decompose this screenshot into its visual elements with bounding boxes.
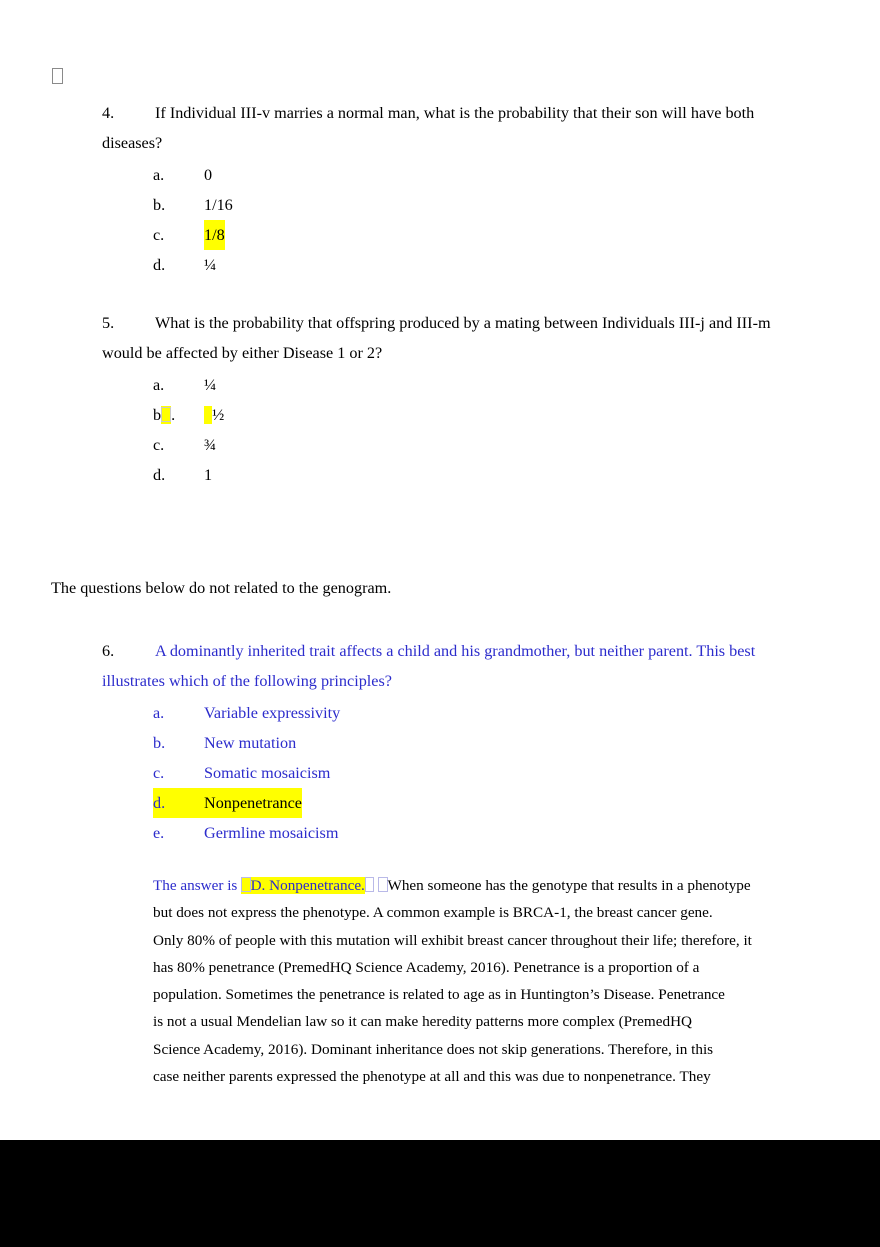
choice-5b-letter-text: b bbox=[153, 406, 162, 424]
question-6-stem-line2: illustrates which of the following principles? bbox=[102, 672, 392, 690]
choice-6e-value: Germline mosaicism bbox=[204, 824, 339, 842]
question-4-choices bbox=[102, 160, 814, 280]
choice-4a-value: 0 bbox=[204, 166, 213, 184]
question-5-choices bbox=[102, 370, 814, 490]
choice-5b-letter bbox=[153, 400, 204, 430]
choice-6a-value: Variable expressivity bbox=[204, 704, 341, 722]
question-6-block bbox=[102, 636, 814, 848]
answer-line-7: Science Academy, 2016). Dominant inheritance does not skip generations. Therefore, in this bbox=[153, 1040, 714, 1058]
question-6-stem bbox=[102, 636, 814, 696]
answer-line1-rest: When someone has the genotype that results in a phenotype bbox=[387, 877, 751, 894]
question-4-stem-line2: diseases? bbox=[102, 134, 163, 152]
answer-line-4: has 80% penetrance (PremedHQ Science Academy, 2016). Penetrance is a proportion of a bbox=[153, 958, 700, 976]
choice-4b-value: 1/16 bbox=[204, 196, 233, 214]
choice-5a-letter: a. bbox=[153, 376, 165, 394]
choice-5c-value: ¾ bbox=[204, 436, 217, 454]
box-glyph bbox=[161, 407, 171, 422]
question-5-stem bbox=[102, 308, 814, 368]
choice-5c-letter: c. bbox=[153, 436, 165, 454]
choice-4c-value: 1/8 bbox=[204, 220, 225, 250]
choice-6b-value: New mutation bbox=[204, 734, 297, 752]
question-5-block bbox=[102, 308, 814, 490]
choice-4d-letter: d. bbox=[153, 256, 166, 274]
answer-line-3: Only 80% of people with this mutation will exhibit breast cancer throughout their life; therefore, it bbox=[153, 931, 752, 949]
choice-4c[interactable] bbox=[102, 220, 814, 250]
choice-5d-letter: d. bbox=[153, 466, 166, 484]
answer-label-highlight bbox=[241, 877, 365, 894]
choice-6d-value: Nonpenetrance bbox=[204, 788, 302, 818]
answer-line-5: population. Sometimes the penetrance is related to age as in Huntington’s Disease. Penetrance bbox=[153, 986, 725, 1004]
choice-6a-letter: a. bbox=[153, 704, 165, 722]
choice-6e-letter: e. bbox=[153, 824, 165, 842]
choice-4d-value: ¼ bbox=[204, 256, 217, 274]
question-6-stem-line1: A dominantly inherited trait affects a child and his grandmother, but neither parent. This best bbox=[155, 642, 756, 660]
choice-6a[interactable] bbox=[102, 698, 814, 728]
question-6-choices bbox=[102, 698, 814, 848]
choice-4d[interactable] bbox=[102, 250, 814, 280]
question-4-block bbox=[102, 98, 814, 280]
choice-6e[interactable] bbox=[102, 818, 814, 848]
choice-6c-value: Somatic mosaicism bbox=[204, 764, 331, 782]
choice-6b-letter: b. bbox=[153, 734, 166, 752]
choice-4b[interactable] bbox=[102, 190, 814, 220]
choice-5d[interactable] bbox=[102, 460, 814, 490]
choice-6c[interactable] bbox=[102, 758, 814, 788]
answer-line-6: is not a usual Mendelian law so it can make heredity patterns more complex (PremedHQ bbox=[153, 1013, 693, 1031]
answer-label: D. Nonpenetrance. bbox=[250, 877, 365, 894]
choice-5b[interactable] bbox=[102, 400, 814, 430]
intro-note: The questions below do not related to the genogram. bbox=[51, 579, 392, 597]
question-4-number: 4. bbox=[102, 104, 115, 122]
question-4-stem bbox=[102, 98, 814, 158]
choice-4c-letter: c. bbox=[153, 226, 165, 244]
answer-line-1 bbox=[153, 872, 815, 899]
box-glyph bbox=[52, 68, 63, 84]
choice-5b-highlight-lead bbox=[204, 406, 212, 424]
bottom-black-band bbox=[0, 1140, 880, 1247]
question-5-stem-line1: What is the probability that offspring produced by a mating between Individuals III-j and III-m bbox=[155, 314, 771, 332]
choice-4a[interactable] bbox=[102, 160, 814, 190]
choice-6d[interactable] bbox=[102, 788, 814, 818]
answer-line-8: case neither parents expressed the phenotype at all and this was due to nonpenetrance. They bbox=[153, 1068, 711, 1086]
question-4-stem-line1: If Individual III-v marries a normal man, what is the probability that their son will have both bbox=[155, 104, 755, 122]
choice-5c[interactable] bbox=[102, 430, 814, 460]
question-5-number: 5. bbox=[102, 314, 115, 332]
choice-6c-letter: c. bbox=[153, 764, 165, 782]
missing-glyph-icon bbox=[52, 68, 63, 85]
choice-5a[interactable] bbox=[102, 370, 814, 400]
choice-5b-letter-suffix: . bbox=[171, 406, 176, 424]
choice-4a-letter: a. bbox=[153, 166, 165, 184]
choice-6b[interactable] bbox=[102, 728, 814, 758]
box-glyph-highlighted bbox=[161, 406, 171, 424]
answer-explanation bbox=[153, 872, 815, 1090]
box-glyph bbox=[378, 877, 387, 891]
answer-lead-in: The answer is bbox=[153, 877, 242, 894]
choice-5d-value: 1 bbox=[204, 466, 213, 484]
choice-5a-value: ¼ bbox=[204, 376, 217, 394]
question-6-number: 6. bbox=[102, 642, 115, 660]
question-5-stem-line2: would be affected by either Disease 1 or 2? bbox=[102, 344, 383, 362]
box-glyph bbox=[241, 877, 250, 891]
box-glyph bbox=[365, 877, 374, 891]
choice-4b-letter: b. bbox=[153, 196, 166, 214]
choice-6d-letter: d. bbox=[153, 788, 204, 818]
answer-line-2: but does not express the phenotype. A common example is BRCA-1, the breast cancer gene. bbox=[153, 904, 713, 922]
choice-5b-value: ½ bbox=[212, 406, 225, 424]
